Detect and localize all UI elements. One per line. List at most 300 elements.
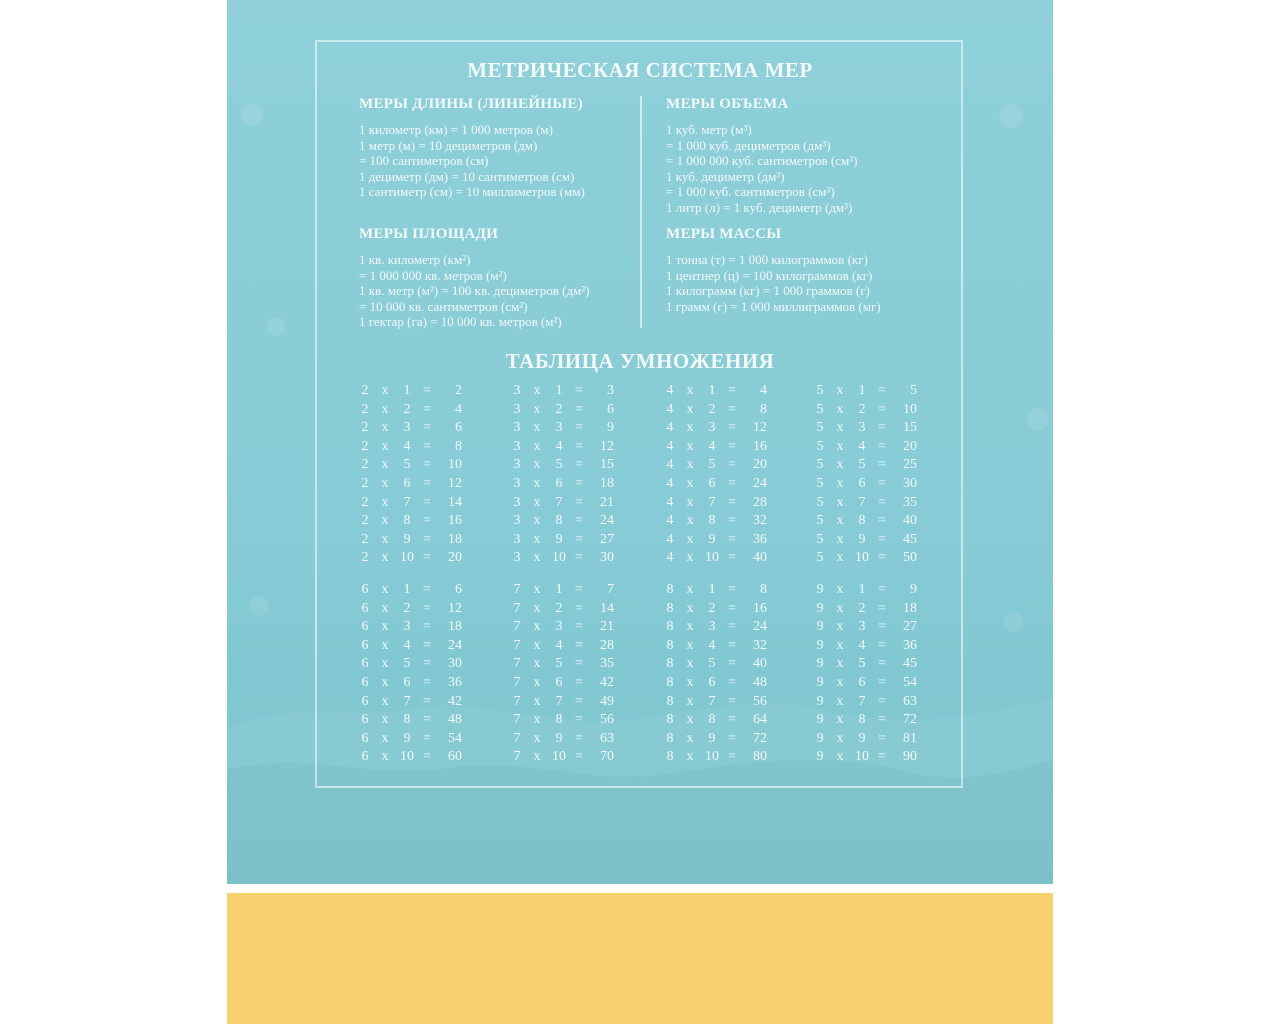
multiplicand: 6 [361,637,369,653]
multiplicand: 9 [816,600,824,616]
multiplier: 5 [708,457,716,473]
equals-sign: = [878,619,886,635]
multiplicand: 8 [666,619,674,635]
multiplication-title: ТАБЛИЦА УМНОЖЕНИЯ [505,349,775,373]
times-sign: x [686,656,694,672]
equals-sign: = [728,656,736,672]
times-sign: x [836,401,844,417]
multiplier: 9 [555,730,563,746]
multiplier: 9 [708,531,716,547]
times-sign: x [381,401,389,417]
times-row [360,550,470,569]
times-row [815,601,925,620]
times-row [815,582,925,601]
times-table-5 [815,383,925,569]
multiplicand: 3 [513,457,521,473]
times-row [360,638,470,657]
times-sign: x [686,513,694,529]
times-sign: x [533,383,541,398]
product: 30 [600,550,614,566]
times-sign: x [381,475,389,491]
section-length [359,96,639,200]
multiplier: 1 [555,582,563,597]
multiplicand: 3 [513,475,521,491]
equals-sign: = [728,550,736,566]
times-sign: x [836,730,844,746]
product: 5 [910,383,917,398]
equals-sign: = [423,730,431,746]
equals-sign: = [423,550,431,566]
multiplier: 10 [400,550,414,566]
equals-sign: = [575,550,583,566]
multiplicand: 3 [513,494,521,510]
times-sign: x [686,712,694,728]
times-row [815,383,925,402]
equals-sign: = [423,531,431,547]
times-row [815,550,925,569]
section-heading: МЕРЫ ПЛОЩАДИ [359,226,499,242]
product: 9 [910,582,917,597]
times-row [512,731,622,750]
product: 18 [448,531,462,547]
product: 24 [753,619,767,635]
equals-sign: = [575,693,583,709]
times-row [815,420,925,439]
times-row [815,638,925,657]
times-sign: x [533,600,541,616]
multiplicand: 3 [513,401,521,417]
product: 35 [903,494,917,510]
times-row [512,420,622,439]
times-sign: x [686,457,694,473]
times-row [665,675,775,694]
multiplier: 5 [708,656,716,672]
equals-sign: = [575,383,583,398]
product: 21 [600,619,614,635]
multiplier: 4 [708,637,716,653]
times-row [512,550,622,569]
equals-sign: = [423,494,431,510]
multiplier: 4 [708,438,716,454]
equals-sign: = [878,600,886,616]
multiplicand: 2 [361,513,369,529]
times-sign: x [836,712,844,728]
section-line: = 1 000 куб. дециметров (дм³) [666,137,831,153]
section-line: = 1 000 000 куб. сантиметров (см³) [666,153,858,168]
product: 8 [760,401,767,417]
times-row [512,439,622,458]
product: 8 [455,438,462,454]
times-sign: x [836,693,844,709]
times-sign: x [686,582,694,597]
times-row [360,712,470,731]
times-row [665,513,775,532]
product: 3 [607,383,614,398]
times-row [360,619,470,638]
multiplier: 3 [403,420,411,436]
multiplicand: 6 [361,674,369,690]
multiplier: 5 [555,656,563,672]
equals-sign: = [423,475,431,491]
multiplier: 10 [705,550,719,566]
times-sign: x [381,438,389,454]
equals-sign: = [575,712,583,728]
multiplier: 6 [708,475,716,491]
multiplicand: 4 [666,457,674,473]
multiplicand: 2 [361,550,369,566]
product: 10 [903,401,917,417]
equals-sign: = [728,712,736,728]
times-row [512,402,622,421]
multiplicand: 5 [816,513,824,529]
equals-sign: = [878,656,886,672]
times-row [665,582,775,601]
page-title: МЕТРИЧЕСКАЯ СИСТЕМА МЕР [467,58,813,82]
multiplier: 4 [858,637,866,653]
times-sign: x [381,531,389,547]
times-row [512,513,622,532]
equals-sign: = [575,749,583,765]
times-row [665,476,775,495]
multiplier: 9 [555,531,563,547]
section-line: 1 километр (км) = 1 000 метров (м) [359,122,553,137]
multiplier: 1 [858,383,866,398]
equals-sign: = [878,420,886,436]
product: 42 [448,693,462,709]
equals-sign: = [423,600,431,616]
equals-sign: = [728,637,736,653]
multiplier: 10 [705,749,719,765]
times-row [512,619,622,638]
equals-sign: = [728,420,736,436]
product: 9 [607,420,614,436]
section-line: = 100 сантиметров (см) [359,153,489,168]
times-row [360,420,470,439]
times-sign: x [836,513,844,529]
times-row [360,582,470,601]
times-row [360,694,470,713]
equals-sign: = [423,438,431,454]
product: 27 [903,619,917,635]
equals-sign: = [423,420,431,436]
multiplicand: 9 [816,693,824,709]
times-sign: x [533,712,541,728]
multiplier: 2 [858,600,866,616]
times-sign: x [836,600,844,616]
multiplicand: 4 [666,513,674,529]
section-line: 1 куб. метр (м³) [666,122,752,137]
equals-sign: = [728,438,736,454]
times-sign: x [381,582,389,597]
equals-sign: = [878,475,886,491]
multiplicand: 5 [816,457,824,473]
times-sign: x [836,438,844,454]
product: 28 [600,637,614,653]
equals-sign: = [878,550,886,566]
multiplier: 9 [858,531,866,547]
multiplier: 6 [555,475,563,491]
multiplicand: 3 [513,383,521,398]
multiplicand: 2 [361,457,369,473]
product: 48 [753,674,767,690]
times-row [512,675,622,694]
multiplicand: 7 [513,693,521,709]
multiplier: 7 [555,494,563,510]
multiplicand: 3 [513,438,521,454]
times-sign: x [381,383,389,398]
multiplicand: 4 [666,550,674,566]
times-sign: x [381,674,389,690]
multiplicand: 6 [361,582,369,597]
product: 20 [903,438,917,454]
section-line: 1 гектар (га) = 10 000 кв. метров (м²) [359,314,562,329]
times-sign: x [533,457,541,473]
equals-sign: = [878,674,886,690]
equals-sign: = [878,531,886,547]
multiplicand: 3 [513,550,521,566]
times-row [815,495,925,514]
multiplicand: 7 [513,656,521,672]
product: 4 [455,401,462,417]
product: 72 [903,712,917,728]
equals-sign: = [575,619,583,635]
multiplier: 1 [708,383,716,398]
product: 54 [448,730,462,746]
times-row [360,476,470,495]
equals-sign: = [423,513,431,529]
product: 60 [448,749,462,765]
times-sign: x [686,438,694,454]
product: 36 [448,674,462,690]
product: 30 [448,656,462,672]
times-sign: x [686,531,694,547]
multiplier: 7 [858,693,866,709]
equals-sign: = [575,600,583,616]
multiplicand: 8 [666,600,674,616]
product: 15 [903,420,917,436]
equals-sign: = [878,457,886,473]
multiplier: 3 [555,619,563,635]
times-row [360,457,470,476]
multiplier: 6 [555,674,563,690]
multiplicand: 9 [816,656,824,672]
multiplicand: 9 [816,730,824,746]
multiplier: 5 [403,656,411,672]
section-line: 1 кв. километр (км²) [359,252,471,267]
times-sign: x [836,457,844,473]
decor-bubble [999,104,1023,128]
times-sign: x [686,420,694,436]
times-row [512,476,622,495]
times-sign: x [533,494,541,510]
times-row [360,601,470,620]
section-line: 1 грамм (г) = 1 000 миллиграммов (мг) [666,298,881,314]
times-row [512,582,622,601]
decor-bubble [267,318,285,336]
equals-sign: = [728,674,736,690]
times-row [815,532,925,551]
multiplicand: 7 [513,712,521,728]
section-line: 1 сантиметр (см) = 10 миллиметров (мм) [359,184,585,199]
equals-sign: = [575,582,583,597]
product: 4 [760,383,767,398]
multiplicand: 7 [513,619,521,635]
times-sign: x [836,494,844,510]
times-row [665,457,775,476]
multiplicand: 8 [666,712,674,728]
equals-sign: = [423,656,431,672]
times-row [665,712,775,731]
multiplicand: 7 [513,674,521,690]
multiplier: 7 [403,494,411,510]
product: 56 [600,712,614,728]
product: 54 [903,674,917,690]
times-row [512,383,622,402]
product: 24 [448,637,462,653]
product: 8 [760,582,767,597]
equals-sign: = [575,494,583,510]
decor-bubble [1027,408,1049,430]
times-row [512,495,622,514]
times-sign: x [836,637,844,653]
times-row [665,601,775,620]
multiplier: 8 [708,712,716,728]
times-row [665,638,775,657]
product: 6 [455,420,462,436]
multiplicand: 9 [816,582,824,597]
multiplier: 7 [858,494,866,510]
section-area [359,226,639,330]
multiplier: 4 [858,438,866,454]
times-row [512,656,622,675]
times-sign: x [836,619,844,635]
multiplicand: 9 [816,637,824,653]
multiplier: 4 [555,637,563,653]
times-sign: x [836,749,844,765]
section-heading: МЕРЫ ДЛИНЫ (ЛИНЕЙНЫЕ) [359,96,583,112]
product: 42 [600,674,614,690]
product: 18 [600,475,614,491]
times-row [512,532,622,551]
multiplier: 10 [400,749,414,765]
multiplier: 9 [403,531,411,547]
times-sign: x [836,656,844,672]
equals-sign: = [878,637,886,653]
times-table-6 [360,582,470,768]
equals-sign: = [728,494,736,510]
times-sign: x [686,383,694,398]
times-sign: x [533,582,541,597]
times-row [815,402,925,421]
times-row [815,656,925,675]
times-sign: x [686,550,694,566]
times-sign: x [381,637,389,653]
multiplicand: 3 [513,531,521,547]
times-row [665,532,775,551]
times-row [665,420,775,439]
times-sign: x [533,674,541,690]
times-table-4 [665,383,775,569]
equals-sign: = [575,531,583,547]
section-heading: МЕРЫ МАССЫ [666,226,782,242]
product: 12 [448,600,462,616]
multiplier: 7 [708,494,716,510]
equals-sign: = [575,674,583,690]
times-row [360,383,470,402]
equals-sign: = [423,457,431,473]
multiplier: 5 [555,457,563,473]
times-row [815,439,925,458]
times-row [665,495,775,514]
multiplier: 6 [403,475,411,491]
multiplicand: 4 [666,475,674,491]
times-row [665,439,775,458]
equals-sign: = [728,693,736,709]
multiplicand: 8 [666,637,674,653]
multiplier: 8 [555,712,563,728]
times-sign: x [533,656,541,672]
times-table-8 [665,582,775,768]
equals-sign: = [728,475,736,491]
multiplier: 7 [403,693,411,709]
product: 40 [903,513,917,529]
product: 45 [903,656,917,672]
decor-bubble [1003,612,1023,632]
equals-sign: = [575,513,583,529]
equals-sign: = [878,401,886,417]
times-table-2 [360,383,470,569]
times-sign: x [381,457,389,473]
product: 70 [600,749,614,765]
section-line: 1 метр (м) = 10 дециметров (дм) [359,137,538,153]
equals-sign: = [878,749,886,765]
times-sign: x [686,494,694,510]
multiplicand: 3 [513,420,521,436]
decor-bubble [241,104,263,126]
product: 25 [903,457,917,473]
multiplier: 8 [858,513,866,529]
multiplicand: 4 [666,420,674,436]
product: 32 [753,637,767,653]
equals-sign: = [728,600,736,616]
multiplicand: 2 [361,494,369,510]
section-line: 1 центнер (ц) = 100 килограммов (кг) [666,267,873,283]
multiplicand: 5 [816,401,824,417]
product: 45 [903,531,917,547]
product: 18 [448,619,462,635]
multiplier: 6 [403,674,411,690]
equals-sign: = [878,383,886,398]
times-row [512,749,622,768]
multiplier: 7 [708,693,716,709]
equals-sign: = [575,457,583,473]
equals-sign: = [575,730,583,746]
times-row [815,712,925,731]
equals-sign: = [575,637,583,653]
product: 12 [753,420,767,436]
times-row [360,656,470,675]
multiplier: 5 [858,656,866,672]
product: 80 [753,749,767,765]
section-line: 1 килограмм (кг) = 1 000 граммов (г) [666,283,870,298]
product: 36 [903,637,917,653]
multiplicand: 7 [513,582,521,597]
equals-sign: = [575,438,583,454]
multiplicand: 8 [666,656,674,672]
times-row [815,675,925,694]
multiplier: 10 [552,749,566,765]
multiplier: 5 [403,457,411,473]
